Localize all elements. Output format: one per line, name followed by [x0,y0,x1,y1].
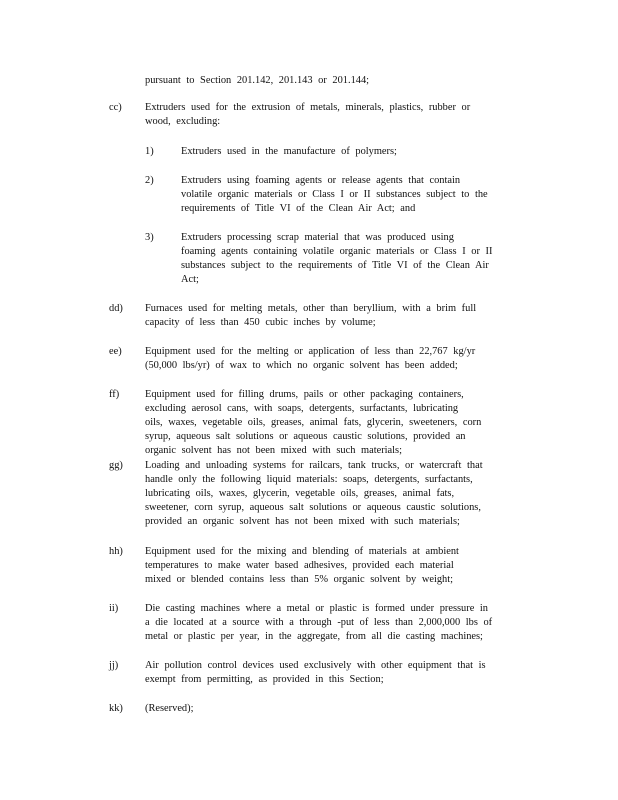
item-cc-line: wood, excluding: [145,116,221,127]
item-hh-line: mixed or blended contains less than 5% organic solvent by weight; [145,574,453,585]
item-gg-line: Loading and unloading systems for railcars, tank trucks, or watercraft that [145,460,483,471]
item-dd-line: Furnaces used for melting metals, other than beryllium, with a brim full [145,303,477,314]
item-label-dd: dd) [109,303,123,314]
item-ii-line: metal or plastic per year, in the aggregate, from all die casting machines; [145,631,483,642]
item-jj-line: exempt from permitting, as provided in this Section; [145,674,384,685]
item-ff-line: Equipment used for filling drums, pails or other packaging containers, [145,389,464,400]
item-label-ee: ee) [109,346,122,357]
item-ee-line: Equipment used for the melting or application of less than 22,767 kg/yr [145,346,476,357]
item-kk-line: (Reserved); [145,703,194,714]
item-dd-line: capacity of less than 450 cubic inches by volume; [145,317,376,328]
subitem-2-line: Extruders using foaming agents or release agents that contain [181,175,461,186]
intro-line: pursuant to Section 201.142, 201.143 or 201.144; [145,75,370,86]
subitem-3-line: foaming agents containing volatile organic materials or Class I or II [181,246,493,257]
subitem-2-line: requirements of Title VI of the Clean Air Act; and [181,203,416,214]
subitem-label-3: 3) [145,232,154,243]
subitem-3-line: Act; [181,274,199,285]
item-gg-line: lubricating oils, waxes, glycerin, vegetable oils, greases, animal fats, [145,488,455,499]
subitem-3-line: substances subject to the requirements of Title VI of the Clean Air [181,260,489,271]
item-gg-line: provided an organic solvent has not been mixed with such materials; [145,516,460,527]
subitem-2-line: volatile organic materials or Class I or II substances subject to the [181,189,488,200]
item-label-gg: gg) [109,460,123,471]
item-ff-line: oils, waxes, vegetable oils, greases, animal fats, glycerin, sweeteners, corn [145,417,482,428]
item-ff-line: syrup, aqueous salt solutions or aqueous caustic solutions, provided an [145,431,466,442]
item-gg-line: sweetener, corn syrup, aqueous salt solutions or aqueous caustic solutions, [145,502,481,513]
subitem-label-1: 1) [145,146,154,157]
subitem-3-line: Extruders processing scrap material that was produced using [181,232,454,243]
subitem-label-2: 2) [145,175,154,186]
subitem-1-line: Extruders used in the manufacture of polymers; [181,146,397,157]
item-jj-line: Air pollution control devices used exclusively with other equipment that is [145,660,486,671]
item-label-ff: ff) [109,389,120,400]
item-ii-line: a die located at a source with a through -put of less than 2,000,000 lbs of [145,617,493,628]
item-ff-line: excluding aerosol cans, with soaps, detergents, surfactants, lubricating [145,403,459,414]
item-ee-line: (50,000 lbs/yr) of wax to which no organic solvent has been added; [145,360,458,371]
item-hh-line: temperatures to make water based adhesives, provided each material [145,560,454,571]
item-label-hh: hh) [109,546,123,557]
item-label-kk: kk) [109,703,123,714]
item-label-ii: ii) [109,603,119,614]
item-ff-line: organic solvent has not been mixed with such materials; [145,445,402,456]
item-ii-line: Die casting machines where a metal or plastic is formed under pressure in [145,603,488,614]
item-label-cc: cc) [109,102,122,113]
item-gg-line: handle only the following liquid materials: soaps, detergents, surfactants, [145,474,473,485]
item-cc-line: Extruders used for the extrusion of metals, minerals, plastics, rubber or [145,102,471,113]
item-label-jj: jj) [109,660,119,671]
item-hh-line: Equipment used for the mixing and blending of materials at ambient [145,546,459,557]
